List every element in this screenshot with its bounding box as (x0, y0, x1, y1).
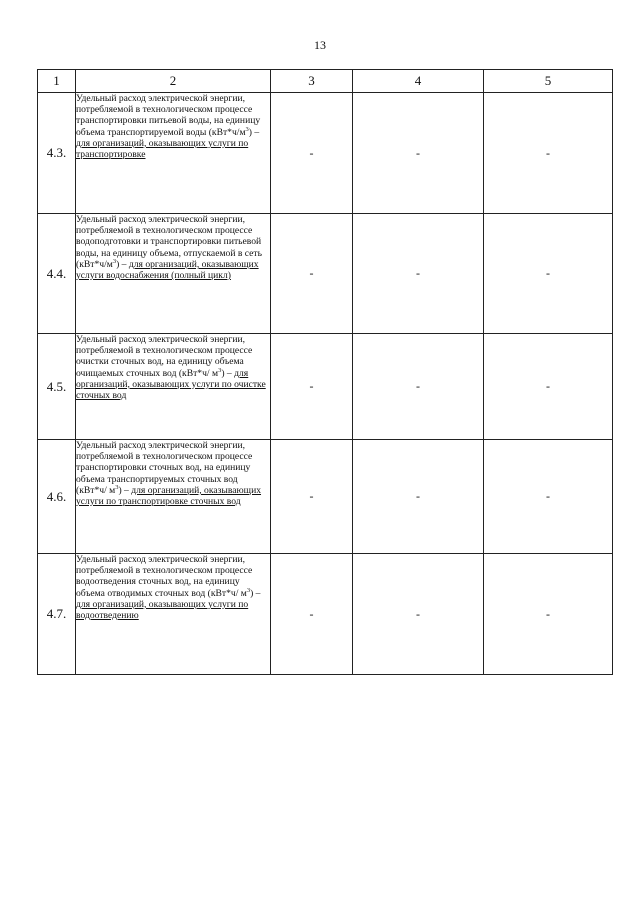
value-col-4: - (353, 440, 484, 554)
row-description (76, 93, 271, 214)
organization-scope: для организаций, оказывающих услуги по транспортировке сточных вод (76, 484, 262, 508)
row-description (76, 554, 271, 675)
organization-scope: для организаций, оказывающих услуги водоснабжения (полный цикл) (76, 258, 259, 282)
value-col-3: - (271, 214, 353, 334)
row-description (76, 214, 271, 334)
value-col-5: - (484, 554, 613, 675)
description-text: Удельный расход электрической энергии, потребляемой в технологическом процессе водоподготовки и транспортировки питьевой воды, на единицу объема, отпускаемой в сеть (кВт*ч/м (76, 214, 262, 270)
value-col-4: - (353, 334, 484, 440)
table-row (38, 93, 613, 214)
unit-superscript: 3 (245, 125, 249, 133)
header-col-3: 3 (271, 70, 353, 93)
row-description (76, 334, 271, 440)
unit-superscript: 3 (115, 483, 119, 491)
description-text-after: ) – (250, 587, 261, 599)
organization-scope: для организаций, оказывающих услуги по очистке сточных вод (76, 367, 266, 402)
header-col-1: 1 (38, 70, 76, 93)
unit-superscript: 3 (246, 586, 251, 594)
row-description (76, 440, 271, 554)
header-col-4: 4 (353, 70, 484, 93)
description-text-after: ) – (116, 258, 129, 270)
table-row (38, 554, 613, 675)
value-col-5: - (484, 334, 613, 440)
value-col-5: - (484, 440, 613, 554)
description-text-after: ) – (221, 367, 235, 379)
unit-superscript: 3 (218, 366, 222, 374)
indicators-table (37, 69, 613, 675)
table-row (38, 440, 613, 554)
unit-superscript: 3 (112, 257, 117, 265)
organization-scope: для организаций, оказывающих услуги по водоотведению (76, 598, 249, 622)
value-col-3: - (271, 93, 353, 214)
value-col-3: - (271, 440, 353, 554)
description-text-after: ) – (248, 126, 260, 138)
value-col-3: - (271, 554, 353, 675)
value-col-4: - (353, 554, 484, 675)
description-text: Удельный расход электрической энергии, потребляемой в технологическом процессе водоотведения сточных вод, на единицу объема отводимых сточных вод (кВт*ч/ м (76, 554, 253, 599)
header-col-5: 5 (484, 70, 613, 93)
table-row (38, 214, 613, 334)
description-text: Удельный расход электрической энергии, потребляемой в технологическом процессе транспортировки питьевой воды, на единицу объема транспортируемой воды (кВт*ч/м (76, 93, 261, 138)
row-number: 4.4. (38, 214, 76, 334)
header-row (38, 70, 613, 93)
value-col-5: - (484, 214, 613, 334)
description-text: Удельный расход электрической энергии, потребляемой в технологическом процессе очистки сточных вод, на единицу объема очищаемых сточных вод (кВт*ч/ м (76, 334, 253, 379)
value-col-4: - (353, 214, 484, 334)
page-number: 13 (314, 38, 326, 52)
row-number: 4.3. (38, 93, 76, 214)
organization-scope: для организаций, оказывающих услуги по транспортировке (76, 137, 249, 161)
description-text: Удельный расход электрической энергии, потребляемой в технологическом процессе транспортировки сточных вод, на единицу объема транспортируемых сточных вод (кВт*ч/ м (76, 440, 253, 496)
value-col-5: - (484, 93, 613, 214)
table-row (38, 334, 613, 440)
value-col-3: - (271, 334, 353, 440)
description-text-after: ) – (118, 484, 132, 496)
value-col-4: - (353, 93, 484, 214)
row-number: 4.6. (38, 440, 76, 554)
row-number: 4.5. (38, 334, 76, 440)
header-col-2: 2 (76, 70, 271, 93)
row-number: 4.7. (38, 554, 76, 675)
